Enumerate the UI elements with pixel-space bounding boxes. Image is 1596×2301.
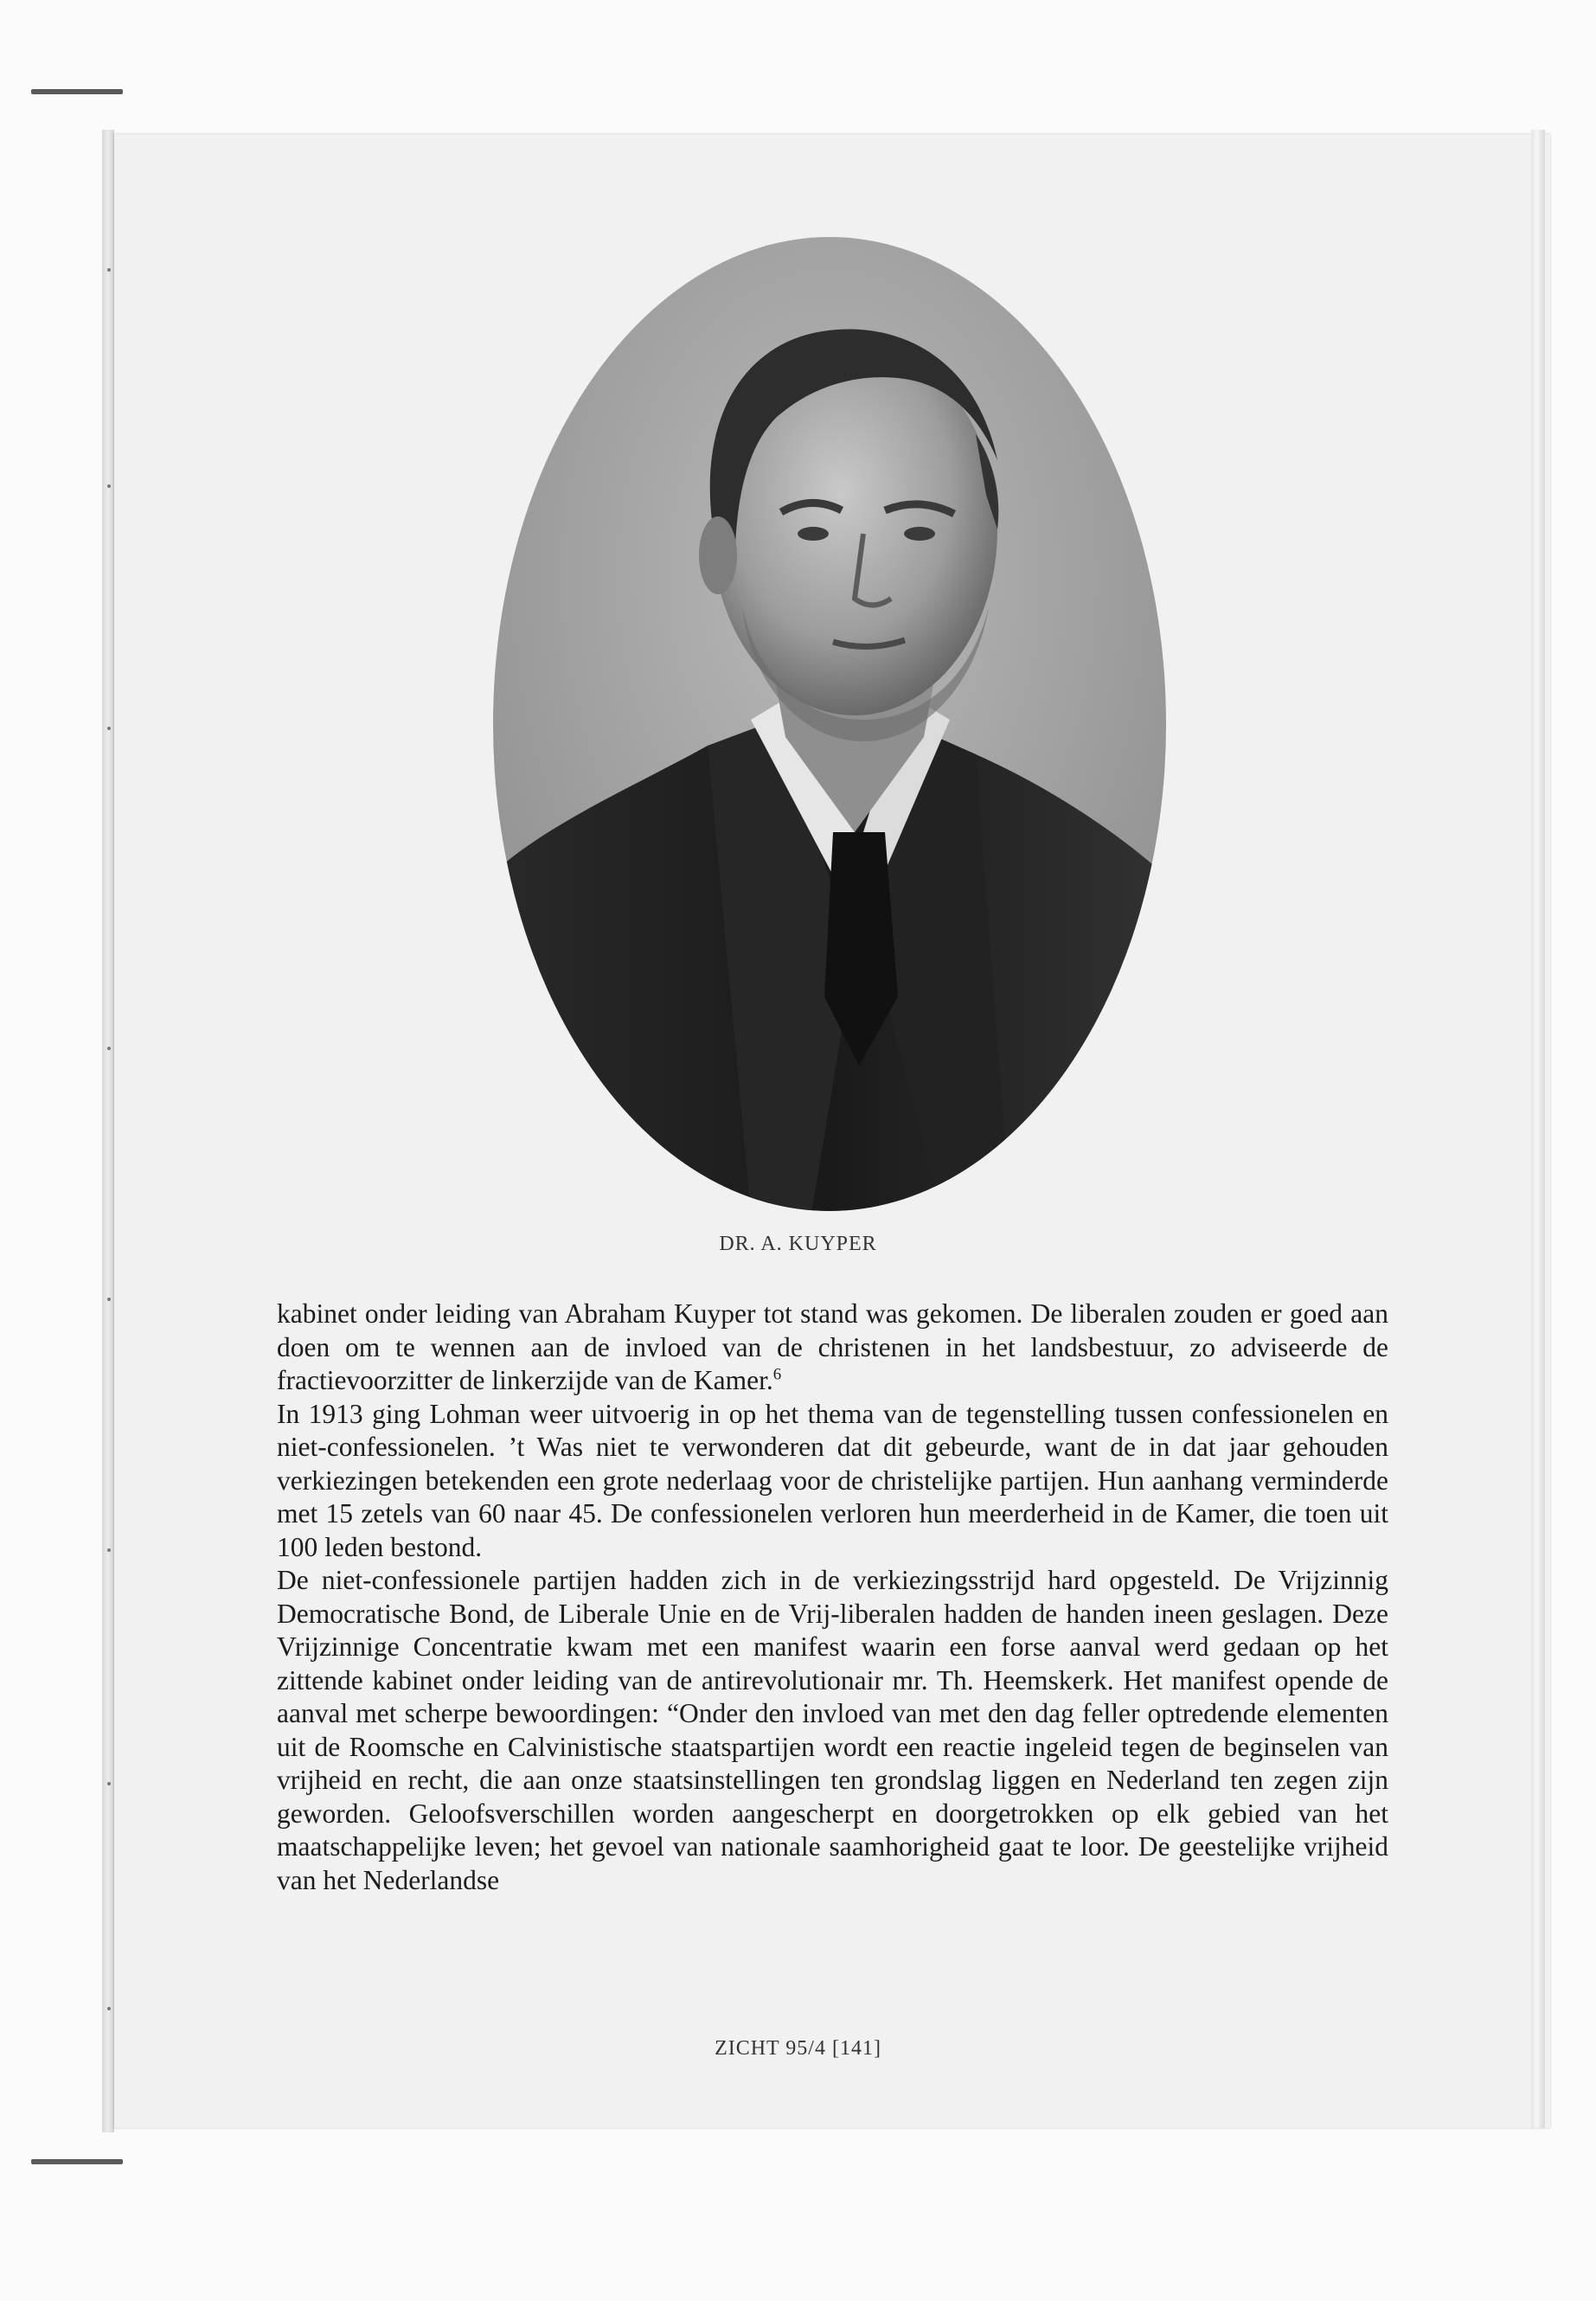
binding-stitch [107,1548,111,1552]
paragraph-2: In 1913 ging Lohman weer uitvoerig in op het thema van de tegenstelling tussen confessionelen en niet-confessionelen. ’t Was niet te verwonderen dat dit gebeurde, want de in dat jaar gehouden verkiezingen betekenden een grote nederlaag voor de christelijke partijen. Hun aanhang verminderde met 15 zetels van 60 naar 45. De confessionelen verloren hun meerderheid in de Kamer, die toen uit 100 leden bestond. [277,1398,1388,1562]
paragraph-1: kabinet onder leiding van Abraham Kuyper tot stand was gekomen. De liberalen zouden er goed aan doen om te wennen aan de invloed van de christenen in het landsbestuur, zo adviseerde de fractievoorzitter de linkerzijde van de Kamer.$^6$ [277,1298,1388,1395]
staple-bottom [31,2159,123,2164]
binding-stitch [107,268,111,272]
article-body [277,1298,1388,1897]
paragraph-3: De niet-confessionele partijen hadden zich in de verkiezingsstrijd hard opgesteld. De Vrijzinnig Democratische Bond, de Liberale Unie en de Vrij-liberalen hadden de handen ineen geslagen. Deze Vrijzinnige Concentratie kwam met een manifest waarin een forse aanval werd gedaan op het zittende kabinet onder leiding van de antirevolutionair mr. Th. Heemskerk. Het manifest opende de aanval met scherpe bewoordingen: “Onder den invloed van met den dag feller optredende elementen uit de Roomsche en Calvinistische staatspartijen wordt een reactie ingeleid tegen de beginselen van vrijheid en recht, die aan onze staatsinstellingen ten grondslag liggen en Nederland ten zegen zijn geworden. Geloofsverschillen worden aangescherpt en doorgetrokken op elk gebied van het maatschappelijke leven; het gevoel van nationale saamhorigheid gaat te loor. De geestelijke vrijheid van het Nederlandse [277,1565,1388,1895]
page-footer: ZICHT 95/4 [141] [715,2037,881,2060]
binding-stitch [107,484,111,488]
binding-stitch [107,1298,111,1301]
footnote-ref[interactable]: 6 [772,1365,782,1384]
binding-spine [102,130,114,2132]
binding-stitch [107,2007,111,2010]
binding-stitch [107,1047,111,1050]
portrait-caption: DR. A. KUYPER [719,1233,877,1255]
page-edge [1531,130,1545,2128]
staple-top [31,89,123,94]
binding-stitch [107,1782,111,1785]
binding-stitch [107,727,111,730]
portrait-photo [491,235,1168,1213]
